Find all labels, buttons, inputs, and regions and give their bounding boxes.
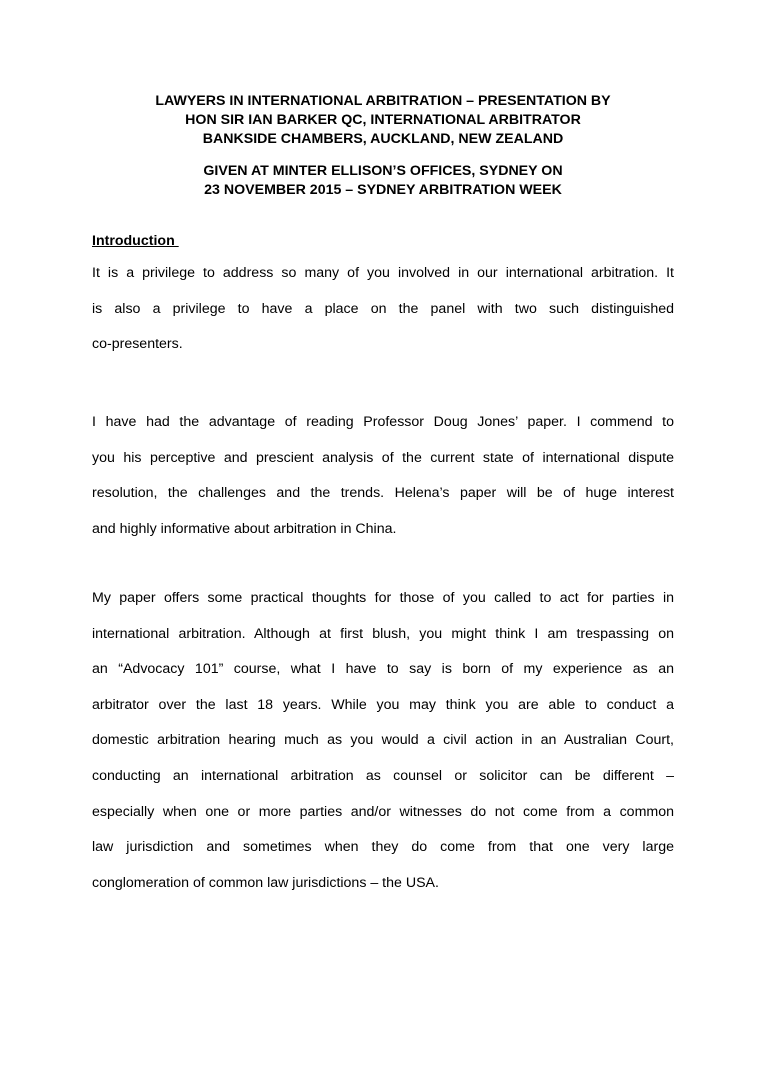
paragraph-line: conglomeration of common law jurisdictions – the USA.: [92, 874, 439, 891]
paragraph-line: arbitrator over the last 18 years. While you may think you are able to conduct a: [92, 696, 674, 713]
title-spacer: [92, 149, 674, 162]
title-line: HON SIR IAN BARKER QC, INTERNATIONAL ARBITRATOR: [185, 112, 581, 128]
paragraph-line: international arbitration. Although at first blush, you might think I am trespassing on: [92, 625, 674, 642]
title-line: BANKSIDE CHAMBERS, AUCKLAND, NEW ZEALAND: [202, 131, 564, 147]
paragraph-3: [92, 589, 674, 909]
subtitle-line: GIVEN AT MINTER ELLISON’S OFFICES, SYDNEY ON: [203, 163, 563, 179]
paragraph-line: is also a privilege to have a place on the panel with two such distinguished: [92, 300, 674, 317]
paragraph-line: My paper offers some practical thoughts for those of you called to act for parties in: [92, 590, 674, 606]
paragraph-1: [92, 264, 674, 371]
paragraph-line: conducting an international arbitration as counsel or solicitor can be different –: [92, 767, 674, 784]
paragraph-line: I have had the advantage of reading Professor Doug Jones’ paper. I commend to: [92, 414, 674, 430]
paragraph-line: law jurisdiction and sometimes when they do come from that one very large: [92, 839, 674, 856]
paragraph-line: resolution, the challenges and the trends. Helena’s paper will be of huge interest: [92, 485, 674, 502]
paragraph-line: domestic arbitration hearing much as you would a civil action in an Australian Court,: [92, 732, 674, 749]
paragraph-line: and highly informative about arbitration in China.: [92, 520, 397, 537]
subtitle-line: 23 NOVEMBER 2015 – SYDNEY ARBITRATION WEEK: [204, 182, 562, 198]
paragraph-line: especially when one or more parties and/or witnesses do not come from a common: [92, 803, 674, 820]
title-line: LAWYERS IN INTERNATIONAL ARBITRATION – PRESENTATION BY: [155, 93, 611, 109]
paragraph-line: you his perceptive and prescient analysis of the current state of international dispute: [92, 449, 674, 466]
paragraph-line: co-presenters.: [92, 336, 183, 353]
document-title: [92, 92, 674, 200]
paragraph-line: an “Advocacy 101” course, what I have to say is born of my experience as an: [92, 661, 674, 678]
section-heading: Introduction: [92, 233, 179, 249]
paragraph-2: [92, 413, 674, 555]
paragraph-line: It is a privilege to address so many of you involved in our international arbitration. It: [92, 265, 674, 281]
